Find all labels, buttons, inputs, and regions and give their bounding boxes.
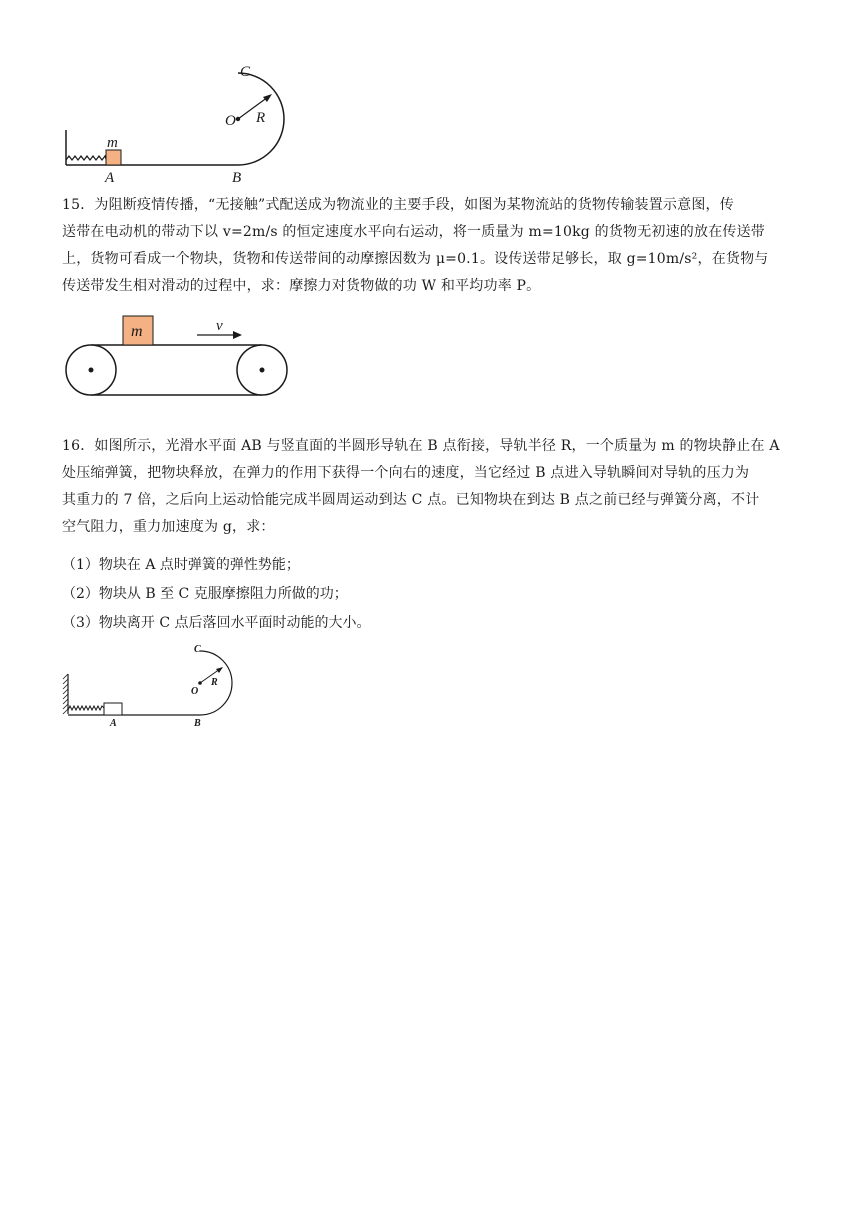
q15-line-3: 上，货物可看成一个物块，货物和传送带间的动摩擦因数为 μ=0.1。设传送带足够长，取 g=10m/s²，在货物与 [62,251,769,267]
q15-line-2: 送带在电动机的带动下以 v=2m/s 的恒定速度水平向右运动，将一质量为 m=10kg 的货物无初速的放在传送带 [62,224,765,240]
label-R: R [256,110,266,126]
label-O: O [225,113,236,129]
q15-line-1: 15．为阻断疫情传播，“无接触”式配送成为物流业的主要手段，如图为某物流站的货物传输装置示意图，传 [62,197,734,213]
q16-sub-question-1: （1）物块在 A 点时弹簧的弹性势能； [62,557,300,573]
label-C: C [240,64,251,80]
q16-line-2: 处压缩弹簧，把物块释放，在弹力的作用下获得一个向右的速度，当它经过 B 点进入导轨瞬间对导轨的压力为 [62,465,750,481]
label-C-small: C [194,644,201,655]
q16-sub-question-2: （2）物块从 B 至 C 克服摩擦阻力所做的功； [62,586,348,602]
q16-line-4: 空气阻力，重力加速度为 g，求： [62,519,275,535]
q16-line-1: 16．如图所示，光滑水平面 AB 与竖直面的半圆形导轨在 B 点衔接，导轨半径 R，一个质量为 m 的物块静止在 A [62,438,780,454]
question-16-text [62,433,792,541]
label-R-small: R [211,677,218,688]
figure-spring-semicircle-top [60,60,300,185]
figure-spring-semicircle-bottom [62,642,252,728]
label-A-small: A [110,718,117,728]
label-A: A [105,170,115,185]
question-15-text [62,192,792,300]
q16-line-3: 其重力的 7 倍，之后向上运动恰能完成半圆周运动到达 C 点。已知物块在到达 B 点之前已经与弹簧分离，不计 [62,492,760,508]
label-block-m: m [131,323,143,340]
q15-line-4: 传送带发生相对滑动的过程中，求：摩擦力对货物做的功 W 和平均功率 P。 [62,278,541,294]
label-m: m [107,135,118,151]
figure-conveyor-belt [60,310,300,402]
label-velocity-v: v [216,318,223,334]
label-B-small: B [194,718,201,728]
q16-sub-question-3: （3）物块离开 C 点后落回水平面时动能的大小。 [62,615,371,631]
label-B: B [232,170,242,185]
label-O-small: O [191,686,199,697]
